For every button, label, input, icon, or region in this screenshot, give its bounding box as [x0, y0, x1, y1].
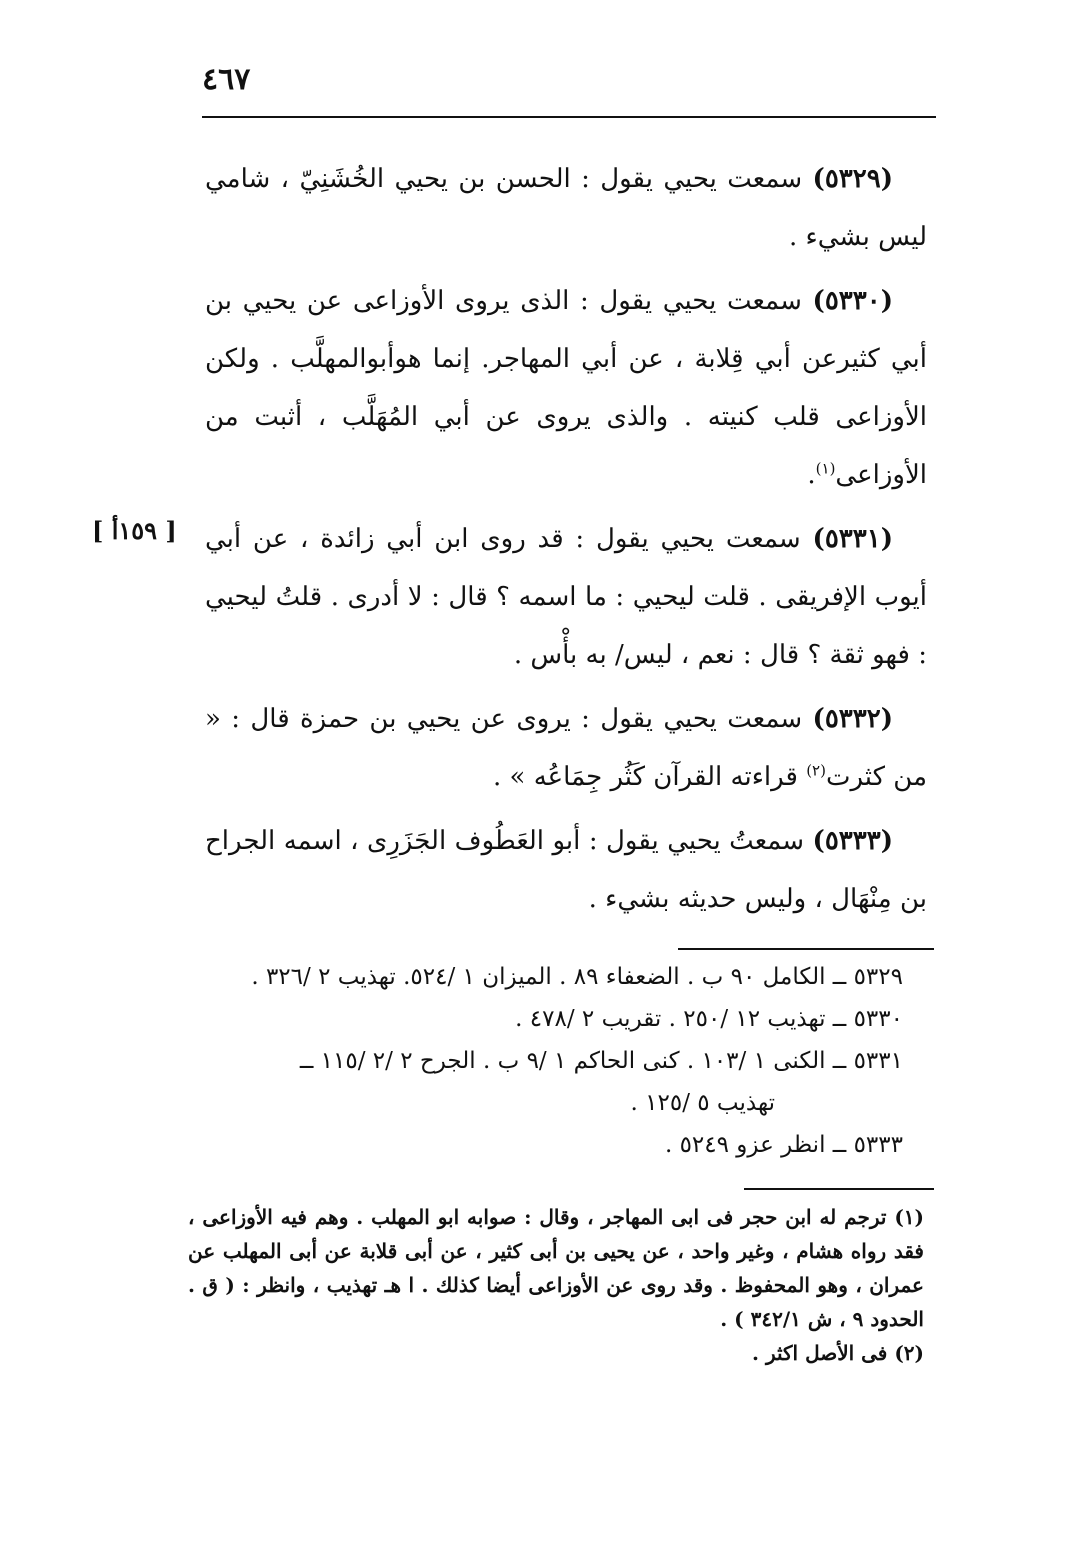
source-line: ٥٣٣١ ــ الكنى ١ /١٠٣ . كنى الحاكم ١ /٩ ب . الجرح ٢ /٢ /١١٥ ــ — [299, 1048, 903, 1074]
source-line: ٥٣٣٣ ــ انظر عزو ٥٢٤٩ . — [664, 1132, 903, 1158]
sources-section — [205, 956, 903, 1166]
footnote-marker: (١) — [815, 459, 836, 478]
source-line: ٥٣٣٠ ــ تهذيب ١٢ /٢٥٠ . تقريب ٢ /٤٧٨ . — [515, 1006, 903, 1032]
entry-number: (٥٣٢٩) — [812, 164, 893, 194]
entry-5329 — [205, 150, 927, 266]
footnote: (١) ترجم له ابن حجر فى ابى المهاجر ، وقال : صوابه ابو المهلب . وهم فيه الأوزاعى ، فقد رواه هشام ، وغير واحد ، عن يحيى بن أبى كثير ، عن أبى قلابة عن أبى المهلب عن عمران ، وهو المحفوظ . وقد روى عن الأوزاعى أيضا كذلك . ا هـ تهذيب ، وانظر : ( ق . الحدود ٩ ، ش ٣٤٢/١ ) . — [188, 1205, 924, 1331]
entry-number: (٥٣٣١) — [812, 524, 893, 554]
footnotes-rule — [744, 1188, 934, 1190]
entry-5330 — [205, 272, 927, 504]
sources-rule — [678, 948, 934, 950]
entry-text: سمعت يحيي يقول : الذى يروى الأوزاعى عن يحيي بن أبي كثيرعن أبي قِلابة ، عن أبي المهاجر. إنما هوأبوالمهلَّب . ولكن الأوزاعى قلب كنيته . والذى يروى عن أبي المُهَلَّب ، أثبت من الأوزاعى — [205, 286, 927, 490]
entry-5333 — [205, 812, 927, 928]
source-line-continuation: تهذيب ٥ /١٢٥ . — [630, 1090, 775, 1116]
source-line: ٥٣٢٩ ــ الكامل ٩٠ ب . الضعفاء ٨٩ . الميزان ١ /٥٢٤. تهذيب ٢ /٣٢٦ . — [251, 964, 903, 990]
header-rule — [202, 116, 936, 118]
entry-number: (٥٣٣٣) — [812, 826, 893, 856]
page-number: ٤٦٧ — [202, 62, 251, 97]
entry-5332 — [205, 690, 927, 806]
entry-number: (٥٣٣٠) — [812, 286, 893, 316]
margin-folio-note: [ ١٥٩أ ] — [92, 516, 177, 545]
footnote-marker: (٢) — [806, 761, 826, 780]
entries-section — [205, 150, 927, 934]
entry-5331 — [205, 510, 927, 684]
entry-text-end: . — [807, 460, 816, 490]
footnotes-section — [188, 1200, 924, 1370]
entry-text: سمعت يحيي يقول : قد روى ابن أبي زائدة ، عن أبي أيوب الإفريقى . قلت ليحيي : ما اسمه ؟ قال : لا أدرى . قلتُ ليحيي : فهو ثقة ؟ قال : نعم ، ليس/ به بأْس . — [205, 524, 927, 670]
entry-text: سمعت يحيي يقول : يروى عن يحيي بن حمزة قال : « من كثرت — [205, 704, 927, 792]
entry-number: (٥٣٣٢) — [812, 704, 893, 734]
footnote: (٢) فى الأصل اكثر . — [752, 1341, 924, 1365]
entry-text: سمعت يحيي يقول : الحسن بن يحيي الخُشَنِيّ ، شامي ليس بشيء . — [205, 164, 927, 252]
entry-text: سمعتُ يحيي يقول : أبو العَطُوف الجَزَرِى ، اسمه الجراح بن مِنْهَال ، وليس حديثه بشيء . — [205, 826, 927, 914]
entry-text-end: قراءته القرآن كَثُر جِمَاعُه » . — [493, 762, 807, 792]
